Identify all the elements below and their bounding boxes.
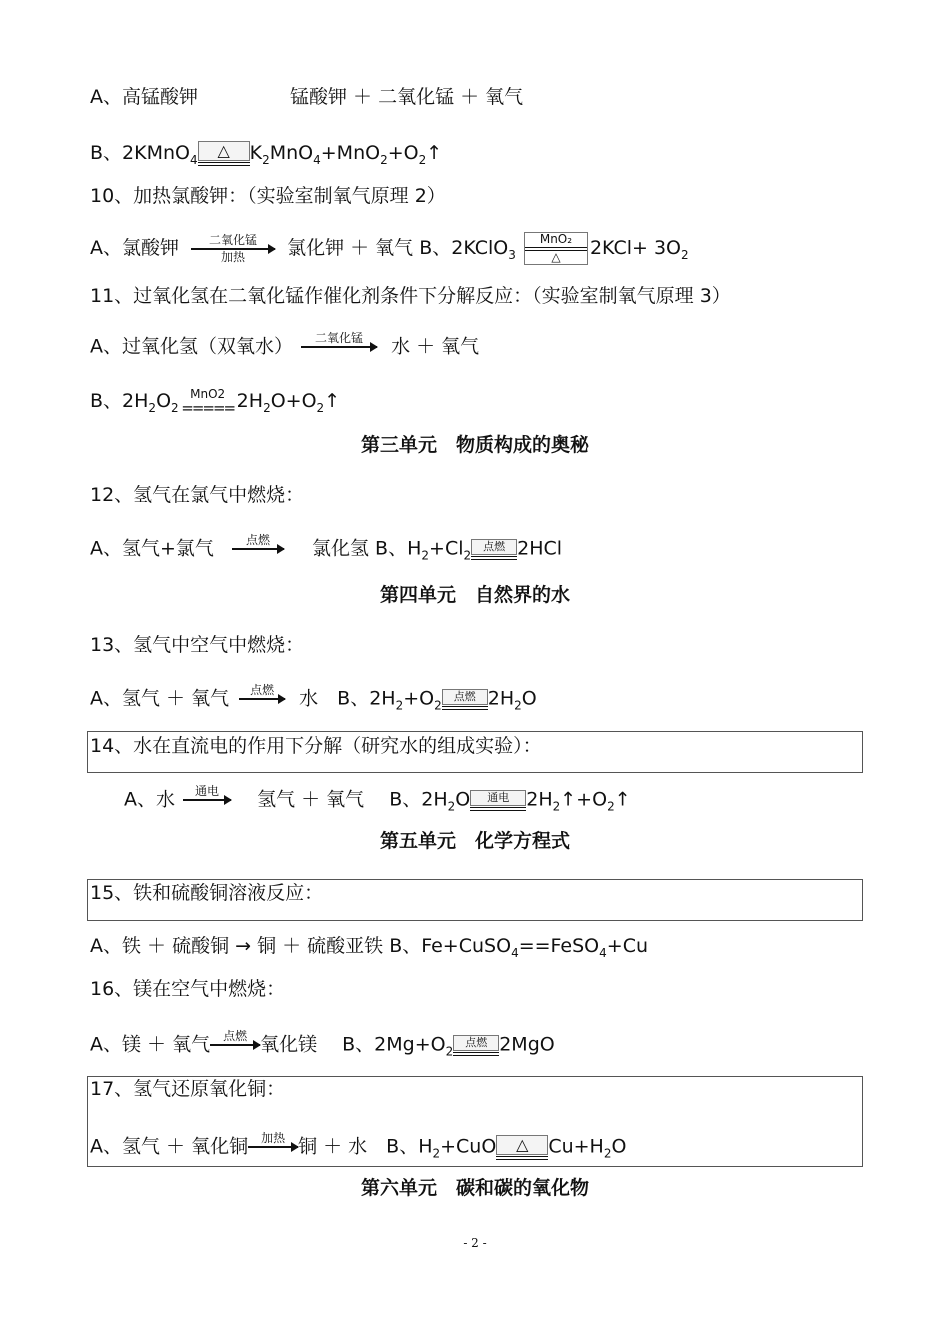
ignite-condition: 点燃 [471, 539, 517, 560]
catalyst-arrow: 二氧化锰 加热 [191, 234, 275, 264]
ignite-arrow: 点燃 [210, 1030, 260, 1060]
item-11-title: 11、过氧化氢在二氧化锰作催化剂条件下分解反应：（实验室制氧气原理 3） [90, 285, 731, 307]
reaction-9-word: A、高锰酸钾 锰酸钾 ＋ 二氧化锰 ＋ 氧气 [90, 86, 524, 108]
ignite-arrow: 点燃 [232, 534, 284, 564]
reaction-10: A、氯酸钾 二氧化锰 加热 氯化钾 ＋ 氧气 B、2KClO$_3$ MnO₂ △ $2KCl+ 3O_2$ [90, 232, 689, 264]
unit-3-heading: 第三单元 物质构成的奥秘 [360, 434, 589, 456]
item-17-title: 17、氢气还原氧化铜： [90, 1078, 286, 1100]
arrow-icon [248, 1146, 298, 1148]
arrow-icon [239, 698, 285, 700]
item-14-title: 14、水在直流电的作用下分解（研究水的组成实验）： [90, 735, 542, 757]
unit-6-heading: 第六单元 碳和碳的氧化物 [360, 1177, 589, 1199]
heat-condition [496, 1135, 548, 1160]
electric-arrow: 通电 [183, 785, 231, 815]
delta-icon: △ [198, 141, 250, 161]
arrow-icon [191, 248, 275, 250]
heat-arrow: 加热 [248, 1132, 298, 1162]
item-16-title: 16、镁在空气中燃烧： [90, 978, 286, 1000]
reaction-16: A、镁 ＋ 氧气 点燃 氧化镁 B、$2Mg+O_2$ 点燃 2MgO [90, 1029, 555, 1059]
arrow-icon [232, 548, 284, 550]
unit-5-heading: 第五单元 化学方程式 [379, 830, 570, 852]
ignite-arrow: 点燃 [239, 684, 285, 714]
catalyst-heat-condition: MnO₂ △ [524, 232, 588, 265]
heat-condition [198, 141, 250, 166]
reaction-12: A、氢气+氯气 点燃 氯化氢 B、$H_2+Cl_2$ 点燃 2HCl [90, 533, 563, 563]
electric-condition: 通电 [470, 790, 526, 811]
reaction-14: A、水 通电 氢气 ＋ 氧气 B、$2H_2O$ 通电 $2H_2↑+O_2↑$ [124, 784, 631, 814]
delta-icon: △ [496, 1135, 548, 1155]
reaction-17: A、氢气 ＋ 氧化铜 加热 铜 ＋ 水 B、$H_2+CuO$ △ $Cu+H_2O$ [90, 1131, 627, 1161]
ignite-condition: 点燃 [442, 689, 488, 710]
page-number: - 2 - [463, 1236, 487, 1250]
unit-4-heading: 第四单元 自然界的水 [379, 584, 570, 606]
reaction-11-word: A、过氧化氢（双氧水） 二氧化锰 水 ＋ 氧气 [90, 332, 479, 362]
reaction-13: A、氢气 ＋ 氧气 点燃 水 B、$2H_2+O_2$ 点燃 $2H_2O$ [90, 683, 537, 713]
item-13-title: 13、氢气中空气中燃烧： [90, 634, 305, 656]
delta-icon: △ [551, 250, 561, 264]
item-10-title: 10、加热氯酸钾：（实验室制氧气原理 2） [90, 185, 446, 207]
catalyst-condition: MnO2 ===== [181, 387, 235, 417]
reaction-15: A、铁 ＋ 硫酸铜 → 铜 ＋ 硫酸亚铁 B、Fe+CuSO$_4$==FeSO$_4$+Cu [90, 935, 649, 960]
arrow-icon [210, 1044, 260, 1046]
arrow-icon [183, 799, 231, 801]
ignite-condition: 点燃 [453, 1035, 499, 1056]
reaction-11-equation: B、$2H_2O_2$ MnO2 ===== $2H_2O+O_2↑$ [90, 387, 341, 417]
item-12-title: 12、氢气在氯气中燃烧： [90, 484, 305, 506]
item-15-title: 15、铁和硫酸铜溶液反应： [90, 882, 324, 904]
catalyst-arrow: 二氧化锰 [301, 332, 377, 362]
arrow-icon [301, 346, 377, 348]
reaction-9-equation: B、2KMnO$_4$ △ $K_2MnO_4+MnO_2+O_2↑$ [90, 141, 443, 167]
